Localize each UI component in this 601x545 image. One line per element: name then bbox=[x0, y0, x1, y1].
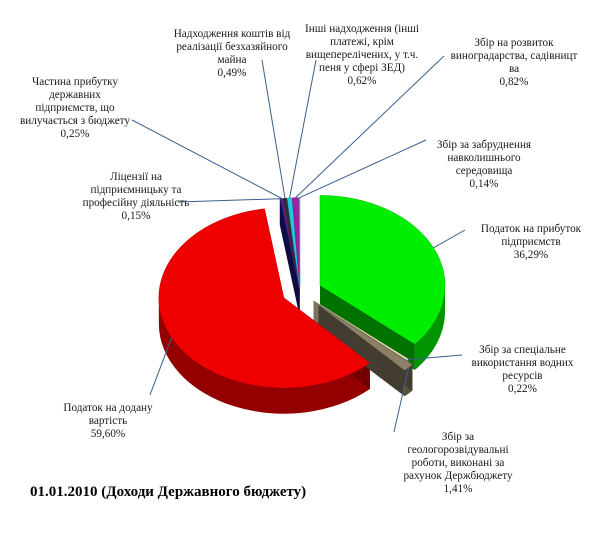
slice-label-pollution bbox=[420, 126, 548, 204]
slice-label-water-value: 0,22% bbox=[508, 383, 537, 395]
slice-label-vat bbox=[48, 389, 168, 454]
slice-label-vat-value: 59,60% bbox=[90, 428, 126, 440]
chart-caption: 01.01.2010 (Доходи Державного бюджету) bbox=[30, 484, 307, 500]
slice-label-pollution-value: 0,14% bbox=[469, 178, 499, 190]
slice-label-state-profit-text: Частина прибутку державних підприємств, що вилучається з бюджету bbox=[19, 76, 130, 127]
slice-label-geo-text: Збір за геологорозвідувальні роботи, виконані за рахунок Держбюджету bbox=[403, 431, 513, 482]
slice-label-pollution-text: Збір за забруднення навколишнього середовища bbox=[436, 139, 532, 177]
slice-label-licenses-value: 0,15% bbox=[121, 210, 151, 222]
slice-label-vineyard-text: Збір на розвиток виноградарства, садівницт ва bbox=[450, 37, 578, 75]
leader-line-pollution bbox=[299, 140, 426, 198]
slice-label-water bbox=[455, 331, 590, 409]
leader-line-profit-tax bbox=[434, 230, 465, 248]
slice-label-profit-tax bbox=[466, 210, 596, 275]
slice-label-state-profit-value: 0,25% bbox=[60, 128, 90, 140]
slice-label-ownerless-text: Надходження коштів від реалізації безхазяйного майна bbox=[173, 28, 291, 66]
slice-label-licenses bbox=[76, 158, 196, 236]
slice-label-ownerless bbox=[168, 15, 296, 93]
slice-label-profit-tax-value: 36,29% bbox=[513, 249, 549, 261]
slice-label-geo bbox=[398, 418, 518, 509]
slice-label-other bbox=[296, 10, 428, 101]
slice-label-licenses-text: Ліцензії на підприємницьку та професійну діяльність bbox=[82, 171, 190, 209]
slice-label-vineyard bbox=[440, 24, 588, 102]
slice-label-vat-text: Податок на додану вартість bbox=[63, 402, 153, 427]
leader-line-vat bbox=[150, 337, 172, 395]
slice-label-other-value: 0,62% bbox=[347, 75, 377, 87]
slice-label-water-text: Збір за спеціальне використання водних ресурсів bbox=[471, 344, 574, 382]
slice-label-geo-value: 1,41% bbox=[443, 483, 473, 495]
slice-label-state-profit bbox=[16, 63, 134, 154]
slice-label-profit-tax-text: Податок на прибуток підприємств bbox=[480, 223, 582, 248]
slice-label-other-text: Інші надходження (інші платежі, крім вищеперелічених, у т.ч. пеня у сфері ЗЕД) bbox=[304, 23, 419, 74]
slice-label-ownerless-value: 0,49% bbox=[217, 67, 247, 79]
slice-label-vineyard-value: 0,82% bbox=[499, 76, 529, 88]
